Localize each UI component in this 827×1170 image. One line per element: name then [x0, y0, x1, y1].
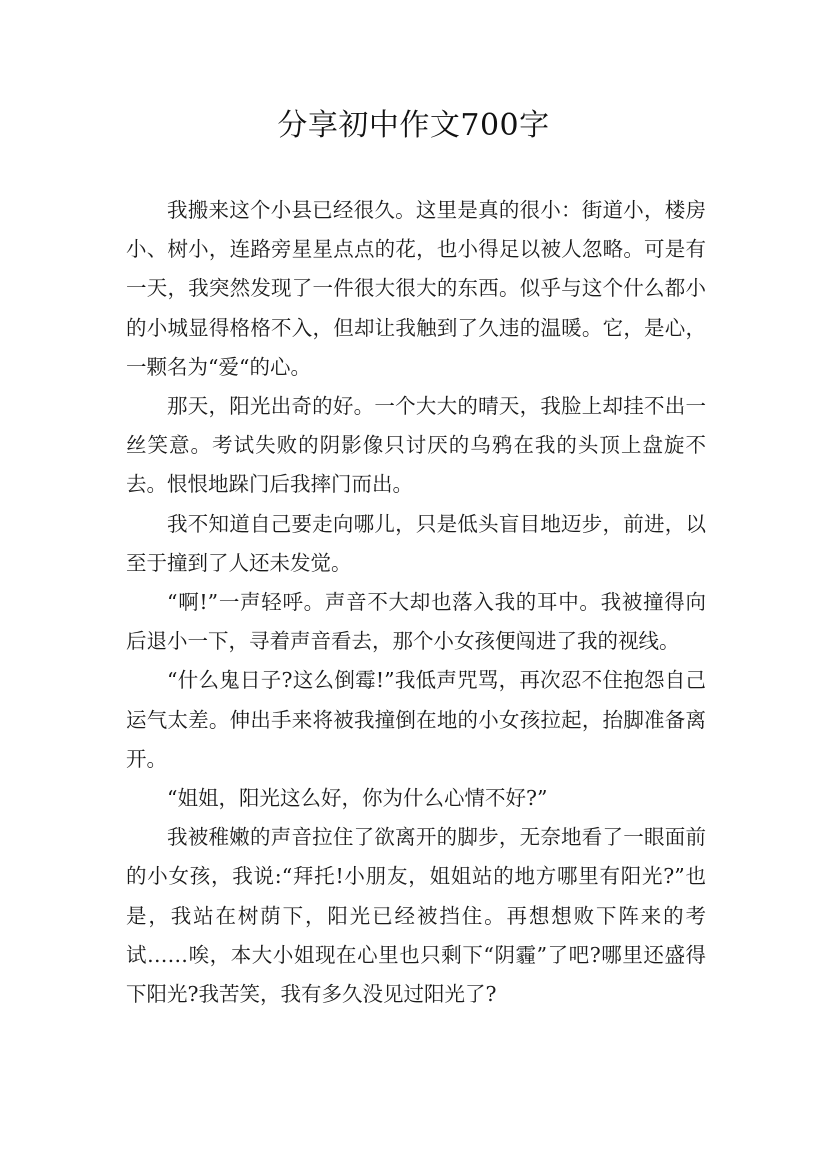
document-body	[126, 191, 706, 1014]
document-title: 分享初中作文700字	[277, 108, 550, 143]
paragraph: “什么鬼日子?这么倒霉!”我低声咒骂，再次忍不住抱怨自己运气太差。伸出手来将被我撞倒在地的小女孩拉起，抬脚准备离开。	[126, 668, 706, 771]
paragraph: 那天，阳光出奇的好。一个大大的晴天，我脸上却挂不出一丝笑意。考试失败的阴影像只讨厌的乌鸦在我的头顶上盘旋不去。恨恨地跺门后我摔门而出。	[126, 394, 706, 497]
paragraph: “啊!”一声轻呼。声音不大却也落入我的耳中。我被撞得向后退小一下，寻着声音看去，那个小女孩便闯进了我的视线。	[126, 590, 706, 654]
paragraph: 我搬来这个小县已经很久。这里是真的很小：街道小，楼房小、树小，连路旁星星点点的花，也小得足以被人忽略。可是有一天，我突然发现了一件很大很大的东西。似乎与这个什么都小的小城显得格格不入，但却让我触到了久违的温暖。它，是心，一颗名为“爱“的心。	[126, 198, 706, 379]
paragraph: 我不知道自己要走向哪儿，只是低头盲目地迈步，前进，以至于撞到了人还未发觉。	[126, 511, 706, 575]
paragraph: 我被稚嫩的声音拉住了欲离开的脚步，无奈地看了一眼面前的小女孩，我说:“拜托!小朋友，姐姐站的地方哪里有阳光?”也是，我站在树荫下，阳光已经被挡住。再想想败下阵来的考试……唉，本大小姐现在心里也只剩下“阴霾”了吧?哪里还盛得下阳光?我苦笑，我有多久没见过阳光了?	[126, 825, 706, 1007]
paragraph: “姐姐，阳光这么好，你为什么心情不好?”	[167, 786, 548, 811]
